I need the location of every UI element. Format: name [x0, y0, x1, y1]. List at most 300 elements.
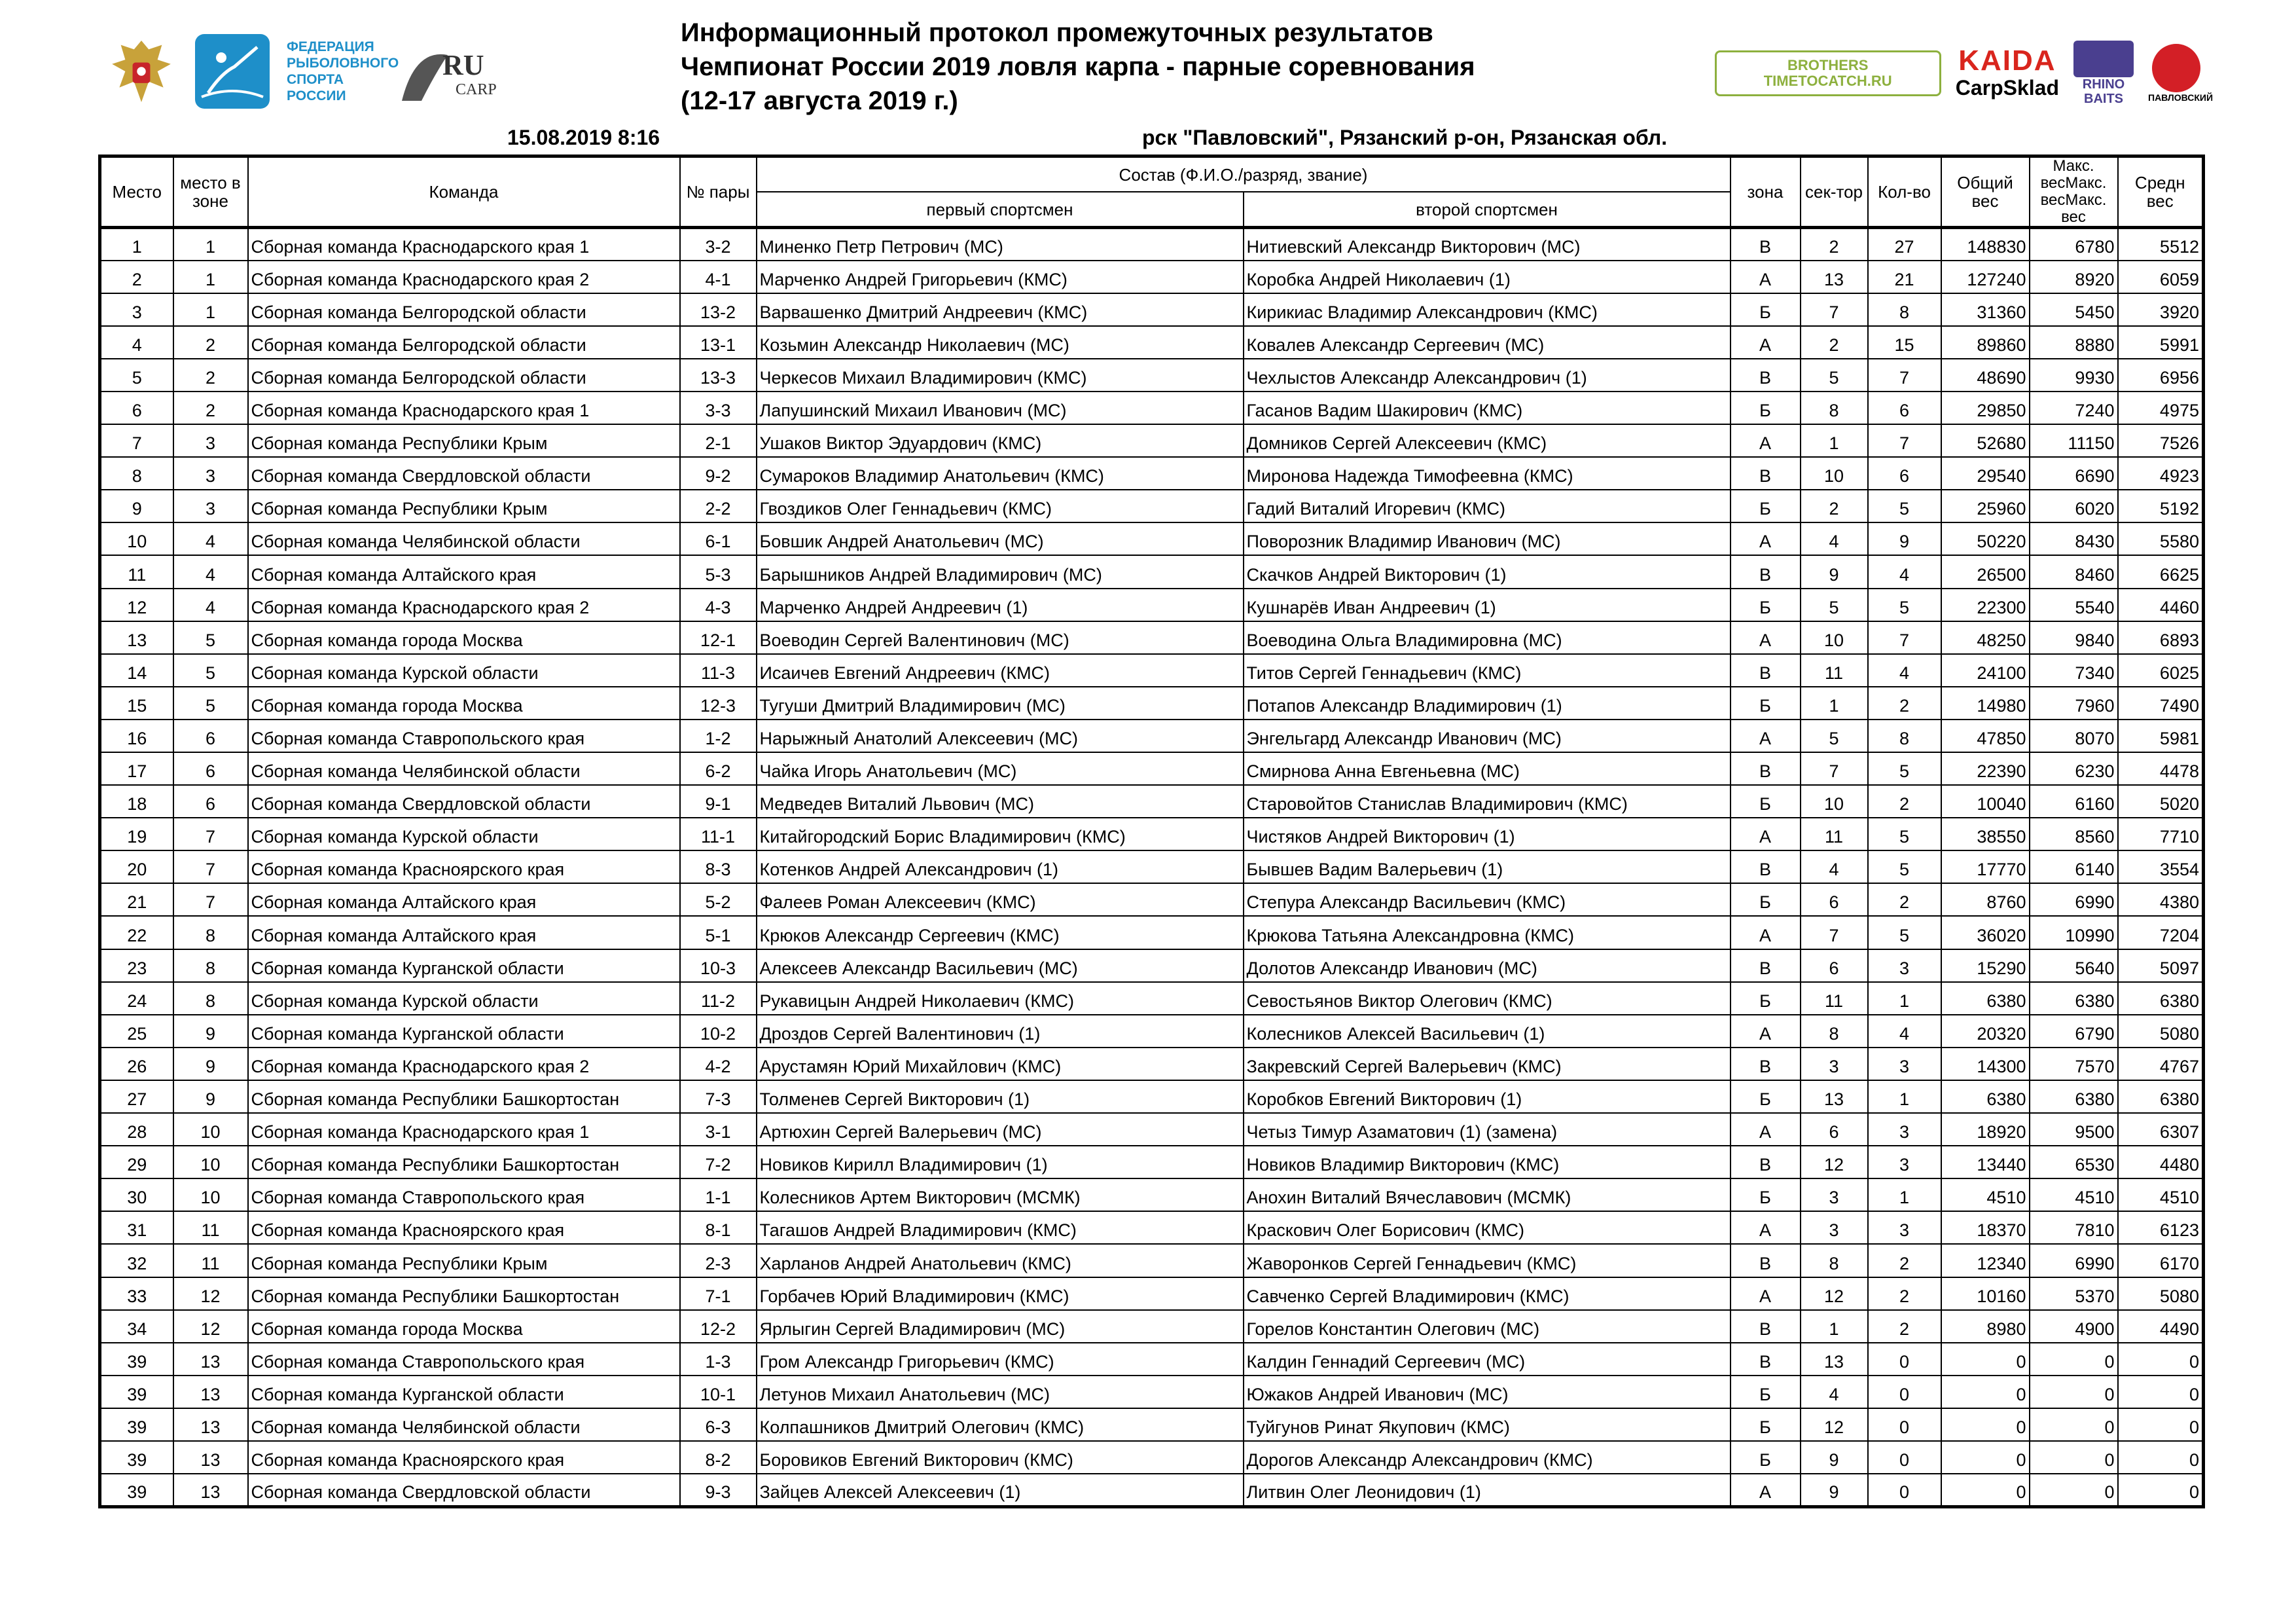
- table-row: [100, 1343, 2204, 1376]
- cell-count: 2: [1868, 883, 1941, 916]
- cell-second-athlete: Савченко Сергей Владимирович (КМС): [1244, 1277, 1731, 1310]
- cell-zone: А: [1731, 1015, 1801, 1048]
- cell-zone-place: 13: [173, 1408, 248, 1441]
- cell-max-weight: 6780: [2030, 228, 2118, 261]
- table-row: [100, 589, 2204, 621]
- cell-zone: А: [1731, 522, 1801, 555]
- cell-count: 6: [1868, 457, 1941, 490]
- cell-second-athlete: Четыз Тимур Азаматович (1) (замена): [1244, 1113, 1731, 1146]
- cell-second-athlete: Ковалев Александр Сергеевич (МС): [1244, 326, 1731, 359]
- cell-total-weight: 29540: [1941, 457, 2030, 490]
- table-row: [100, 1178, 2204, 1211]
- cell-sector: 3: [1801, 1178, 1868, 1211]
- cell-pair-no: 11-2: [680, 982, 757, 1015]
- cell-total-weight: 10040: [1941, 785, 2030, 818]
- cell-first-athlete: Харланов Андрей Анатольевич (КМС): [757, 1244, 1244, 1277]
- cell-pair-no: 5-3: [680, 555, 757, 588]
- cell-zone: Б: [1731, 982, 1801, 1015]
- rhino-baits-logo: [2073, 41, 2134, 106]
- cell-zone-place: 1: [173, 261, 248, 293]
- cell-sector: 4: [1801, 522, 1868, 555]
- col-header-roster: Состав (Ф.И.О./разряд, звание): [757, 156, 1731, 192]
- cell-zone-place: 11: [173, 1211, 248, 1244]
- cell-sector: 13: [1801, 1080, 1868, 1113]
- cell-max-weight: 7570: [2030, 1048, 2118, 1080]
- cell-first-athlete: Арустамян Юрий Михайлович (КМС): [757, 1048, 1244, 1080]
- cell-zone: В: [1731, 654, 1801, 687]
- page-title: [681, 16, 1475, 118]
- cell-avg-weight: 5512: [2118, 228, 2204, 261]
- svg-text:RU: RU: [442, 49, 484, 81]
- cell-max-weight: 6140: [2030, 850, 2118, 883]
- cell-place: 7: [100, 424, 173, 457]
- cell-place: 25: [100, 1015, 173, 1048]
- cell-avg-weight: 5080: [2118, 1277, 2204, 1310]
- cell-max-weight: 8880: [2030, 326, 2118, 359]
- cell-first-athlete: Козьмин Александр Николаевич (МС): [757, 326, 1244, 359]
- cell-zone-place: 5: [173, 654, 248, 687]
- cell-place: 22: [100, 916, 173, 949]
- cell-place: 33: [100, 1277, 173, 1310]
- cell-total-weight: 25960: [1941, 490, 2030, 522]
- cell-sector: 7: [1801, 293, 1868, 326]
- table-row: [100, 752, 2204, 785]
- table-row: [100, 982, 2204, 1015]
- cell-avg-weight: 7490: [2118, 687, 2204, 720]
- cell-place: 19: [100, 818, 173, 850]
- cell-zone: В: [1731, 228, 1801, 261]
- cell-sector: 1: [1801, 424, 1868, 457]
- cell-place: 1: [100, 228, 173, 261]
- cell-pair-no: 7-1: [680, 1277, 757, 1310]
- cell-zone-place: 8: [173, 949, 248, 982]
- cell-second-athlete: Поворозник Владимир Иванович (МС): [1244, 522, 1731, 555]
- cell-place: 10: [100, 522, 173, 555]
- cell-second-athlete: Севостьянов Виктор Олегович (КМС): [1244, 982, 1731, 1015]
- cell-count: 8: [1868, 293, 1941, 326]
- cell-sector: 9: [1801, 1474, 1868, 1506]
- cell-team: Сборная команда Республики Крым: [248, 490, 680, 522]
- cell-first-athlete: Тугуши Дмитрий Владимирович (МС): [757, 687, 1244, 720]
- cell-zone-place: 12: [173, 1277, 248, 1310]
- cell-total-weight: 17770: [1941, 850, 2030, 883]
- cell-first-athlete: Исаичев Евгений Андреевич (КМС): [757, 654, 1244, 687]
- cell-place: 39: [100, 1376, 173, 1408]
- cell-max-weight: 6160: [2030, 785, 2118, 818]
- cell-zone-place: 13: [173, 1376, 248, 1408]
- cell-first-athlete: Черкесов Михаил Владимирович (КМС): [757, 359, 1244, 392]
- cell-total-weight: 10160: [1941, 1277, 2030, 1310]
- cell-zone-place: 1: [173, 228, 248, 261]
- table-row: [100, 490, 2204, 522]
- col-header-second: второй спортсмен: [1244, 192, 1731, 228]
- cell-avg-weight: 3920: [2118, 293, 2204, 326]
- cell-second-athlete: Домников Сергей Алексеевич (КМС): [1244, 424, 1731, 457]
- cell-max-weight: 6790: [2030, 1015, 2118, 1048]
- cell-zone: Б: [1731, 490, 1801, 522]
- cell-first-athlete: Ушаков Виктор Эдуардович (КМС): [757, 424, 1244, 457]
- cell-total-weight: 48690: [1941, 359, 2030, 392]
- cell-total-weight: 26500: [1941, 555, 2030, 588]
- cell-second-athlete: Туйгунов Ринат Якупович (КМС): [1244, 1408, 1731, 1441]
- cell-team: Сборная команда Республики Башкортостан: [248, 1146, 680, 1178]
- cell-place: 28: [100, 1113, 173, 1146]
- cell-avg-weight: 4975: [2118, 392, 2204, 424]
- cell-total-weight: 4510: [1941, 1178, 2030, 1211]
- cell-avg-weight: 0: [2118, 1343, 2204, 1376]
- cell-first-athlete: Боровиков Евгений Викторович (КМС): [757, 1441, 1244, 1474]
- cell-sector: 10: [1801, 457, 1868, 490]
- cell-team: Сборная команда Челябинской области: [248, 1408, 680, 1441]
- cell-place: 9: [100, 490, 173, 522]
- cell-zone-place: 9: [173, 1048, 248, 1080]
- cell-zone: Б: [1731, 589, 1801, 621]
- cell-place: 2: [100, 261, 173, 293]
- cell-sector: 8: [1801, 1244, 1868, 1277]
- fed-text-line: СПОРТА: [287, 72, 344, 87]
- cell-team: Сборная команда Ставропольского края: [248, 1178, 680, 1211]
- cell-pair-no: 6-3: [680, 1408, 757, 1441]
- cell-max-weight: 6990: [2030, 883, 2118, 916]
- cell-avg-weight: 5580: [2118, 522, 2204, 555]
- cell-sector: 8: [1801, 392, 1868, 424]
- cell-zone: А: [1731, 1474, 1801, 1506]
- cell-first-athlete: Фалеев Роман Алексеевич (КМС): [757, 883, 1244, 916]
- cell-pair-no: 4-3: [680, 589, 757, 621]
- cell-second-athlete: Чистяков Андрей Викторович (1): [1244, 818, 1731, 850]
- cell-second-athlete: Калдин Геннадий Сергеевич (МС): [1244, 1343, 1731, 1376]
- cell-second-athlete: Литвин Олег Леонидович (1): [1244, 1474, 1731, 1506]
- cell-zone-place: 3: [173, 490, 248, 522]
- cell-avg-weight: 4480: [2118, 1146, 2204, 1178]
- cell-second-athlete: Степура Александр Васильевич (КМС): [1244, 883, 1731, 916]
- col-header-total: Общий вес: [1941, 156, 2030, 228]
- cell-zone-place: 4: [173, 522, 248, 555]
- cell-count: 2: [1868, 687, 1941, 720]
- cell-sector: 5: [1801, 359, 1868, 392]
- cell-count: 2: [1868, 1244, 1941, 1277]
- cell-zone-place: 5: [173, 621, 248, 654]
- table-row: [100, 1310, 2204, 1343]
- title-line-3: (12-17 августа 2019 г.): [681, 86, 958, 115]
- cell-avg-weight: 7710: [2118, 818, 2204, 850]
- cell-zone: В: [1731, 752, 1801, 785]
- cell-avg-weight: 6307: [2118, 1113, 2204, 1146]
- brothers-logo-line: BROTHERS: [1787, 57, 1869, 73]
- cell-max-weight: 5370: [2030, 1277, 2118, 1310]
- cell-zone: В: [1731, 1310, 1801, 1343]
- cell-avg-weight: 0: [2118, 1474, 2204, 1506]
- cell-max-weight: 0: [2030, 1343, 2118, 1376]
- table-row: [100, 850, 2204, 883]
- cell-second-athlete: Скачков Андрей Викторович (1): [1244, 555, 1731, 588]
- table-row: [100, 785, 2204, 818]
- cell-avg-weight: 5080: [2118, 1015, 2204, 1048]
- cell-team: Сборная команда Белгородской области: [248, 293, 680, 326]
- cell-avg-weight: 5192: [2118, 490, 2204, 522]
- fed-text-line: РОССИИ: [287, 88, 346, 103]
- cell-zone: В: [1731, 457, 1801, 490]
- cell-first-athlete: Чайка Игорь Анатольевич (МС): [757, 752, 1244, 785]
- table-row: [100, 555, 2204, 588]
- cell-first-athlete: Лапушинский Михаил Иванович (МС): [757, 392, 1244, 424]
- cell-sector: 12: [1801, 1408, 1868, 1441]
- fishing-federation-logo-icon: [195, 34, 270, 109]
- cell-place: 39: [100, 1441, 173, 1474]
- cell-first-athlete: Тагашов Андрей Владимирович (КМС): [757, 1211, 1244, 1244]
- table-row: [100, 654, 2204, 687]
- cell-pair-no: 5-1: [680, 916, 757, 949]
- cell-zone: А: [1731, 1277, 1801, 1310]
- cell-pair-no: 12-3: [680, 687, 757, 720]
- cell-place: 18: [100, 785, 173, 818]
- cell-count: 7: [1868, 621, 1941, 654]
- col-header-count: Кол-во: [1868, 156, 1941, 228]
- cell-team: Сборная команда Алтайского края: [248, 916, 680, 949]
- cell-avg-weight: 0: [2118, 1376, 2204, 1408]
- cell-max-weight: 5540: [2030, 589, 2118, 621]
- cell-team: Сборная команда Ставропольского края: [248, 1343, 680, 1376]
- cell-zone-place: 6: [173, 752, 248, 785]
- cell-second-athlete: Южаков Андрей Иванович (МС): [1244, 1376, 1731, 1408]
- table-row: [100, 1441, 2204, 1474]
- table-row: [100, 424, 2204, 457]
- cell-place: 23: [100, 949, 173, 982]
- cell-max-weight: 0: [2030, 1376, 2118, 1408]
- cell-second-athlete: Колесников Алексей Васильевич (1): [1244, 1015, 1731, 1048]
- cell-second-athlete: Старовойтов Станислав Владимирович (КМС): [1244, 785, 1731, 818]
- cell-second-athlete: Анохин Виталий Вячеславович (МСМК): [1244, 1178, 1731, 1211]
- table-row: [100, 916, 2204, 949]
- cell-max-weight: 0: [2030, 1408, 2118, 1441]
- cell-first-athlete: Нарыжный Анатолий Алексеевич (МС): [757, 720, 1244, 752]
- cell-total-weight: 31360: [1941, 293, 2030, 326]
- cell-zone: А: [1731, 1211, 1801, 1244]
- cell-total-weight: 0: [1941, 1408, 2030, 1441]
- cell-max-weight: 4900: [2030, 1310, 2118, 1343]
- col-header-team: Команда: [248, 156, 680, 228]
- cell-zone: Б: [1731, 1376, 1801, 1408]
- cell-total-weight: 36020: [1941, 916, 2030, 949]
- cell-avg-weight: 5097: [2118, 949, 2204, 982]
- cell-zone-place: 8: [173, 982, 248, 1015]
- cell-second-athlete: Горелов Константин Олегович (МС): [1244, 1310, 1731, 1343]
- cell-second-athlete: Краскович Олег Борисович (КМС): [1244, 1211, 1731, 1244]
- cell-avg-weight: 6625: [2118, 555, 2204, 588]
- cell-max-weight: 0: [2030, 1441, 2118, 1474]
- table-row: [100, 392, 2204, 424]
- cell-second-athlete: Нитиевский Александр Викторович (МС): [1244, 228, 1731, 261]
- cell-sector: 7: [1801, 752, 1868, 785]
- cell-first-athlete: Гвоздиков Олег Геннадьевич (КМС): [757, 490, 1244, 522]
- title-line-2: Чемпионат России 2019 ловля карпа - парные соревнования: [681, 52, 1475, 81]
- cell-sector: 9: [1801, 555, 1868, 588]
- cell-total-weight: 18370: [1941, 1211, 2030, 1244]
- cell-pair-no: 5-2: [680, 883, 757, 916]
- cell-place: 24: [100, 982, 173, 1015]
- cell-team: Сборная команда Красноярского края: [248, 1441, 680, 1474]
- cell-first-athlete: Воеводин Сергей Валентинович (МС): [757, 621, 1244, 654]
- cell-zone: Б: [1731, 392, 1801, 424]
- cell-first-athlete: Горбачев Юрий Владимирович (КМС): [757, 1277, 1244, 1310]
- cell-max-weight: 5450: [2030, 293, 2118, 326]
- cell-max-weight: 4510: [2030, 1178, 2118, 1211]
- cell-total-weight: 14980: [1941, 687, 2030, 720]
- cell-total-weight: 13440: [1941, 1146, 2030, 1178]
- cell-max-weight: 9840: [2030, 621, 2118, 654]
- cell-sector: 2: [1801, 326, 1868, 359]
- cell-team: Сборная команда Челябинской области: [248, 752, 680, 785]
- cell-zone: Б: [1731, 785, 1801, 818]
- cell-second-athlete: Титов Сергей Геннадьевич (КМС): [1244, 654, 1731, 687]
- cell-first-athlete: Колесников Артем Викторович (МСМК): [757, 1178, 1244, 1211]
- cell-total-weight: 12340: [1941, 1244, 2030, 1277]
- cell-sector: 12: [1801, 1277, 1868, 1310]
- cell-max-weight: 10990: [2030, 916, 2118, 949]
- cell-zone: Б: [1731, 1408, 1801, 1441]
- cell-total-weight: 0: [1941, 1441, 2030, 1474]
- cell-pair-no: 2-3: [680, 1244, 757, 1277]
- cell-max-weight: 9930: [2030, 359, 2118, 392]
- cell-zone-place: 5: [173, 687, 248, 720]
- cell-total-weight: 14300: [1941, 1048, 2030, 1080]
- cell-max-weight: 9500: [2030, 1113, 2118, 1146]
- cell-first-athlete: Бовшик Андрей Анатольевич (МС): [757, 522, 1244, 555]
- cell-max-weight: 11150: [2030, 424, 2118, 457]
- cell-avg-weight: 4460: [2118, 589, 2204, 621]
- cell-first-athlete: Новиков Кирилл Владимирович (1): [757, 1146, 1244, 1178]
- cell-second-athlete: Крюкова Татьяна Александровна (КМС): [1244, 916, 1731, 949]
- fed-text-line: РЫБОЛОВНОГО: [287, 56, 399, 71]
- cell-pair-no: 13-2: [680, 293, 757, 326]
- cell-place: 39: [100, 1343, 173, 1376]
- cell-zone-place: 11: [173, 1244, 248, 1277]
- cell-zone-place: 4: [173, 589, 248, 621]
- cell-first-athlete: Сумароков Владимир Анатольевич (КМС): [757, 457, 1244, 490]
- cell-team: Сборная команда города Москва: [248, 621, 680, 654]
- cell-pair-no: 1-1: [680, 1178, 757, 1211]
- cell-avg-weight: 5020: [2118, 785, 2204, 818]
- cell-sector: 3: [1801, 1048, 1868, 1080]
- cell-zone: А: [1731, 1113, 1801, 1146]
- cell-zone-place: 7: [173, 850, 248, 883]
- cell-avg-weight: 4380: [2118, 883, 2204, 916]
- cell-second-athlete: Миронова Надежда Тимофеевна (КМС): [1244, 457, 1731, 490]
- cell-total-weight: 29850: [1941, 392, 2030, 424]
- cell-first-athlete: Ярлыгин Сергей Владимирович (МС): [757, 1310, 1244, 1343]
- cell-count: 3: [1868, 1048, 1941, 1080]
- table-body: [100, 228, 2204, 1507]
- cell-first-athlete: Колпашников Дмитрий Олегович (КМС): [757, 1408, 1244, 1441]
- col-header-zone: зона: [1731, 156, 1801, 228]
- cell-zone-place: 10: [173, 1178, 248, 1211]
- cell-sector: 6: [1801, 883, 1868, 916]
- cell-team: Сборная команда Республики Башкортостан: [248, 1277, 680, 1310]
- rhino-logo-line: BAITS: [2084, 92, 2123, 106]
- cell-pair-no: 3-1: [680, 1113, 757, 1146]
- cell-second-athlete: Кушнарёв Иван Андреевич (1): [1244, 589, 1731, 621]
- cell-place: 5: [100, 359, 173, 392]
- cell-pair-no: 7-2: [680, 1146, 757, 1178]
- cell-place: 16: [100, 720, 173, 752]
- table-row: [100, 621, 2204, 654]
- cell-pair-no: 8-1: [680, 1211, 757, 1244]
- cell-second-athlete: Чехлыстов Александр Александрович (1): [1244, 359, 1731, 392]
- cell-second-athlete: Коробков Евгений Викторович (1): [1244, 1080, 1731, 1113]
- rhino-logo-line: RHINO: [2082, 77, 2125, 92]
- cell-count: 27: [1868, 228, 1941, 261]
- cell-second-athlete: Бывшев Вадим Валерьевич (1): [1244, 850, 1731, 883]
- cell-pair-no: 3-2: [680, 228, 757, 261]
- cell-pair-no: 9-1: [680, 785, 757, 818]
- cell-second-athlete: Потапов Александр Владимирович (1): [1244, 687, 1731, 720]
- cell-pair-no: 9-2: [680, 457, 757, 490]
- cell-place: 27: [100, 1080, 173, 1113]
- cell-total-weight: 6380: [1941, 982, 2030, 1015]
- cell-avg-weight: 7204: [2118, 916, 2204, 949]
- cell-first-athlete: Марченко Андрей Григорьевич (КМС): [757, 261, 1244, 293]
- table-row: [100, 261, 2204, 293]
- title-line-1: Информационный протокол промежуточных результатов: [681, 18, 1433, 47]
- cell-team: Сборная команда Курганской области: [248, 949, 680, 982]
- cell-zone: А: [1731, 818, 1801, 850]
- rhino-icon: [2073, 41, 2134, 77]
- cell-zone: В: [1731, 1343, 1801, 1376]
- col-header-sector: сек-тор: [1801, 156, 1868, 228]
- cell-zone: А: [1731, 261, 1801, 293]
- cell-max-weight: 8460: [2030, 555, 2118, 588]
- cell-first-athlete: Рукавицын Андрей Николаевич (КМС): [757, 982, 1244, 1015]
- cell-max-weight: 6690: [2030, 457, 2118, 490]
- table-row: [100, 1015, 2204, 1048]
- cell-total-weight: 8980: [1941, 1310, 2030, 1343]
- cell-pair-no: 1-3: [680, 1343, 757, 1376]
- cell-count: 4: [1868, 1015, 1941, 1048]
- cell-max-weight: 0: [2030, 1474, 2118, 1506]
- table-row: [100, 522, 2204, 555]
- cell-avg-weight: 6059: [2118, 261, 2204, 293]
- cell-team: Сборная команда Краснодарского края 2: [248, 589, 680, 621]
- svg-text:CARP: CARP: [456, 81, 497, 98]
- cell-place: 17: [100, 752, 173, 785]
- cell-place: 30: [100, 1178, 173, 1211]
- cell-avg-weight: 5981: [2118, 720, 2204, 752]
- col-header-zone-place: место в зоне: [173, 156, 248, 228]
- cell-sector: 10: [1801, 785, 1868, 818]
- cell-zone: В: [1731, 1244, 1801, 1277]
- cell-pair-no: 12-1: [680, 621, 757, 654]
- cell-zone-place: 7: [173, 883, 248, 916]
- cell-first-athlete: Артюхин Сергей Валерьевич (МС): [757, 1113, 1244, 1146]
- cell-total-weight: 24100: [1941, 654, 2030, 687]
- cell-max-weight: 7340: [2030, 654, 2118, 687]
- cell-place: 31: [100, 1211, 173, 1244]
- cell-place: 12: [100, 589, 173, 621]
- cell-avg-weight: 4478: [2118, 752, 2204, 785]
- cell-sector: 12: [1801, 1146, 1868, 1178]
- cell-pair-no: 11-3: [680, 654, 757, 687]
- cell-count: 7: [1868, 359, 1941, 392]
- cell-avg-weight: 6380: [2118, 1080, 2204, 1113]
- cell-count: 2: [1868, 785, 1941, 818]
- competition-place: рск "Павловский", Рязанский р-он, Рязанская обл.: [1142, 126, 1668, 149]
- cell-max-weight: 8430: [2030, 522, 2118, 555]
- table-row: [100, 1277, 2204, 1310]
- cell-zone: В: [1731, 1048, 1801, 1080]
- pavlovsky-logo: [2148, 44, 2214, 103]
- cell-max-weight: 6990: [2030, 1244, 2118, 1277]
- table-row: [100, 1376, 2204, 1408]
